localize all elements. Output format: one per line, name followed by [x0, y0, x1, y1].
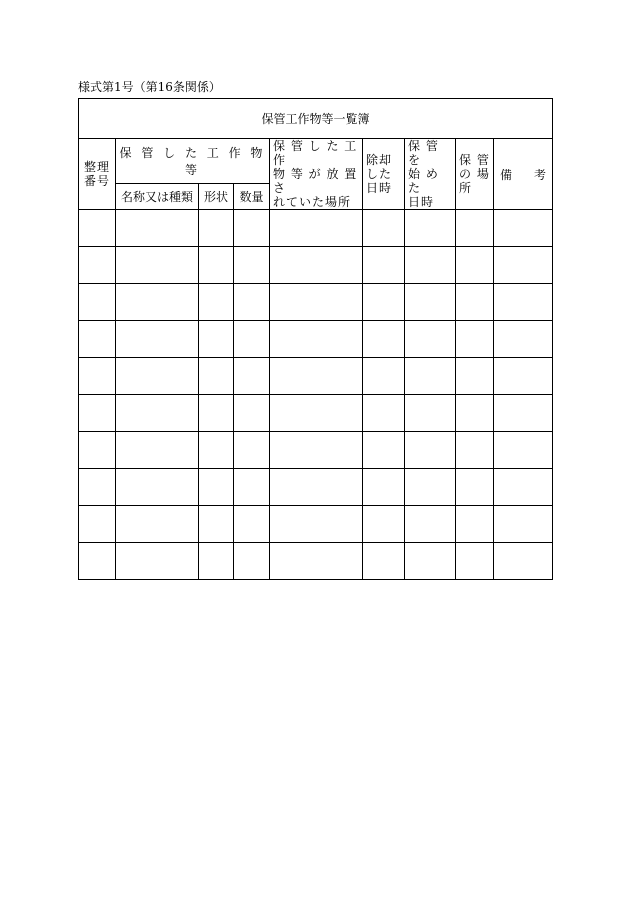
cell-quantity [234, 432, 270, 469]
cell-name-or-type [116, 210, 199, 247]
cell-quantity [234, 469, 270, 506]
cell-abandoned-location [270, 284, 363, 321]
cell-shape [199, 432, 234, 469]
header-remarks-char-1: 備 [500, 167, 513, 182]
cell-removal-datetime [363, 395, 405, 432]
header-number: 整理 番号 [79, 139, 116, 210]
table-title: 保管工作物等一覧簿 [79, 99, 553, 139]
cell-quantity [234, 321, 270, 358]
cell-number [79, 358, 116, 395]
header-quantity: 数量 [234, 184, 270, 210]
cell-removal-datetime [363, 247, 405, 284]
cell-storage-location [456, 358, 494, 395]
cell-storage-location [456, 543, 494, 580]
cell-name-or-type [116, 247, 199, 284]
table-row [79, 543, 553, 580]
table-row [79, 247, 553, 284]
cell-removal-datetime [363, 543, 405, 580]
cell-shape [199, 284, 234, 321]
cell-name-or-type [116, 321, 199, 358]
cell-removal-datetime [363, 432, 405, 469]
cell-removal-datetime [363, 469, 405, 506]
cell-shape [199, 358, 234, 395]
cell-shape [199, 543, 234, 580]
cell-storage-start-datetime [405, 469, 456, 506]
cell-abandoned-location [270, 210, 363, 247]
header-storage-location: 保 管 の 場 所 [456, 139, 494, 210]
cell-removal-datetime [363, 358, 405, 395]
table-row [79, 469, 553, 506]
cell-number [79, 543, 116, 580]
cell-number [79, 432, 116, 469]
cell-quantity [234, 543, 270, 580]
cell-number [79, 506, 116, 543]
cell-storage-location [456, 469, 494, 506]
cell-storage-start-datetime [405, 358, 456, 395]
cell-removal-datetime [363, 284, 405, 321]
cell-name-or-type [116, 432, 199, 469]
cell-storage-start-datetime [405, 506, 456, 543]
cell-remarks [494, 469, 553, 506]
cell-remarks [494, 321, 553, 358]
cell-quantity [234, 358, 270, 395]
cell-shape [199, 247, 234, 284]
header-remarks-char-2: 考 [534, 167, 547, 182]
cell-name-or-type [116, 506, 199, 543]
form-label: 様式第1号（第16条関係） [78, 80, 221, 94]
cell-storage-location [456, 210, 494, 247]
cell-removal-datetime [363, 210, 405, 247]
cell-name-or-type [116, 543, 199, 580]
cell-remarks [494, 432, 553, 469]
cell-name-or-type [116, 469, 199, 506]
header-name-or-type: 名称又は種類 [116, 184, 199, 210]
cell-storage-start-datetime [405, 247, 456, 284]
cell-shape [199, 506, 234, 543]
cell-storage-start-datetime [405, 210, 456, 247]
cell-storage-start-datetime [405, 321, 456, 358]
cell-abandoned-location [270, 247, 363, 284]
cell-abandoned-location [270, 321, 363, 358]
cell-quantity [234, 506, 270, 543]
header-remarks [494, 139, 553, 210]
cell-removal-datetime [363, 321, 405, 358]
cell-shape [199, 469, 234, 506]
cell-storage-location [456, 395, 494, 432]
table-row [79, 210, 553, 247]
cell-abandoned-location [270, 506, 363, 543]
cell-shape [199, 210, 234, 247]
cell-abandoned-location [270, 358, 363, 395]
table-row [79, 506, 553, 543]
cell-name-or-type [116, 358, 199, 395]
table-row [79, 321, 553, 358]
cell-remarks [494, 506, 553, 543]
table-row [79, 358, 553, 395]
cell-quantity [234, 284, 270, 321]
cell-storage-location [456, 506, 494, 543]
cell-quantity [234, 395, 270, 432]
cell-remarks [494, 210, 553, 247]
storage-ledger-table [78, 98, 553, 580]
cell-number [79, 321, 116, 358]
cell-abandoned-location [270, 395, 363, 432]
header-abandoned-location: 保 管 し た 工 作 物 等 が 放 置 さ れていた場所 [270, 139, 363, 210]
cell-abandoned-location [270, 469, 363, 506]
cell-removal-datetime [363, 506, 405, 543]
cell-number [79, 247, 116, 284]
cell-quantity [234, 247, 270, 284]
cell-abandoned-location [270, 543, 363, 580]
cell-remarks [494, 543, 553, 580]
header-stored-items-group: 保 管 し た 工 作 物 等 [116, 139, 270, 184]
cell-remarks [494, 358, 553, 395]
header-removal-datetime: 除却 した 日時 [363, 139, 405, 210]
cell-name-or-type [116, 395, 199, 432]
header-shape: 形状 [199, 184, 234, 210]
cell-name-or-type [116, 284, 199, 321]
cell-storage-location [456, 284, 494, 321]
cell-remarks [494, 247, 553, 284]
table-row [79, 284, 553, 321]
cell-storage-start-datetime [405, 395, 456, 432]
cell-storage-start-datetime [405, 543, 456, 580]
cell-remarks [494, 395, 553, 432]
cell-number [79, 210, 116, 247]
cell-storage-start-datetime [405, 432, 456, 469]
cell-number [79, 284, 116, 321]
cell-storage-location [456, 247, 494, 284]
cell-remarks [494, 284, 553, 321]
table-row [79, 432, 553, 469]
cell-number [79, 469, 116, 506]
cell-shape [199, 321, 234, 358]
cell-storage-location [456, 432, 494, 469]
cell-abandoned-location [270, 432, 363, 469]
cell-quantity [234, 210, 270, 247]
cell-storage-location [456, 321, 494, 358]
cell-storage-start-datetime [405, 284, 456, 321]
table-row [79, 395, 553, 432]
header-storage-start-datetime: 保 管 を 始 め た 日時 [405, 139, 456, 210]
table-body [79, 210, 553, 580]
cell-number [79, 395, 116, 432]
cell-shape [199, 395, 234, 432]
